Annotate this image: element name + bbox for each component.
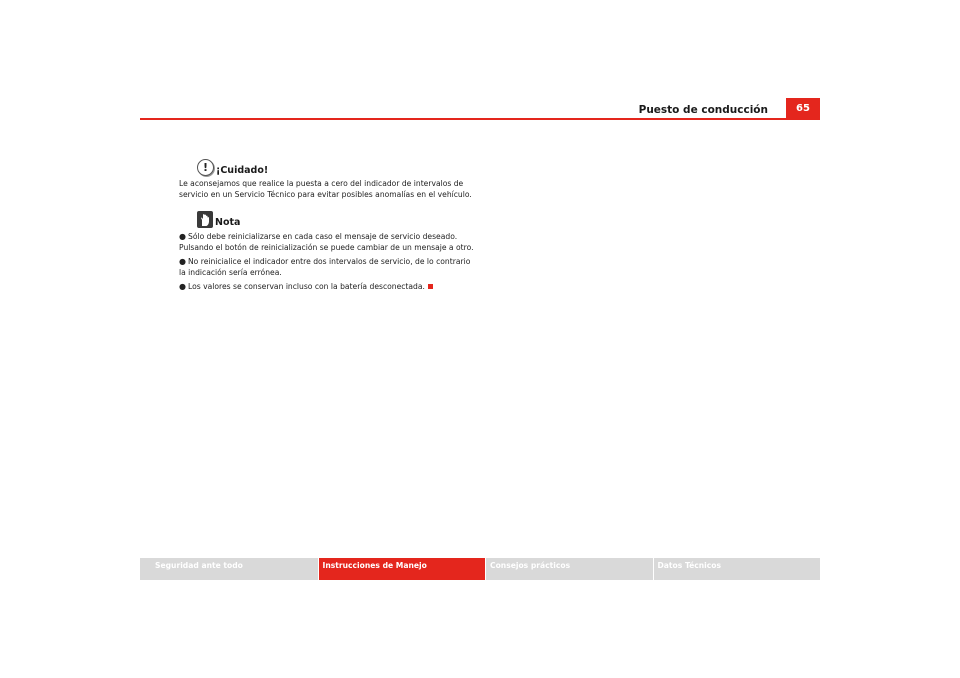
note-item-text: Los valores se conservan incluso con la batería desconectada. (188, 282, 425, 291)
tab-consejos[interactable]: Consejos prácticos (486, 558, 653, 580)
header-rule (140, 118, 820, 120)
bullet-icon: ● (179, 232, 186, 241)
end-of-section-icon (428, 284, 433, 289)
note-item-text: No reinicialice el indicador entre dos intervalos de servicio, de lo contrario la indicación sería errónea. (179, 257, 471, 277)
section-title: Puesto de conducción (638, 104, 768, 116)
tab-seguridad[interactable]: Seguridad ante todo (140, 558, 318, 580)
bullet-icon: ● (179, 282, 186, 291)
warning-heading (179, 158, 479, 176)
note-item (179, 281, 479, 292)
warning-callout (179, 158, 479, 200)
note-item (179, 256, 479, 278)
tab-instrucciones[interactable]: Instrucciones de Manejo (319, 558, 486, 580)
exclamation-circle-icon: ! (197, 159, 214, 176)
main-content (179, 158, 479, 295)
note-title: Nota (215, 217, 241, 228)
footer-nav (140, 558, 820, 580)
bullet-icon: ● (179, 257, 186, 266)
note-item-text: Sólo debe reinicializarse en cada caso el mensaje de servicio deseado. Pulsando el botón de reinicialización se puede cambiar de un mensaje a otro. (179, 232, 474, 252)
note-item (179, 231, 479, 253)
warning-title: ¡Cuidado! (216, 165, 269, 176)
note-callout (179, 210, 479, 292)
note-list (179, 231, 479, 292)
warning-text: Le aconsejamos que realice la puesta a cero del indicador de intervalos de servicio en un Servicio Técnico para evitar posibles anomalías en el vehículo. (179, 179, 472, 199)
note-heading (179, 210, 479, 228)
page-number: 65 (786, 98, 820, 119)
tab-datos-tecnicos[interactable]: Datos Técnicos (654, 558, 821, 580)
note-hand-icon (197, 211, 213, 228)
